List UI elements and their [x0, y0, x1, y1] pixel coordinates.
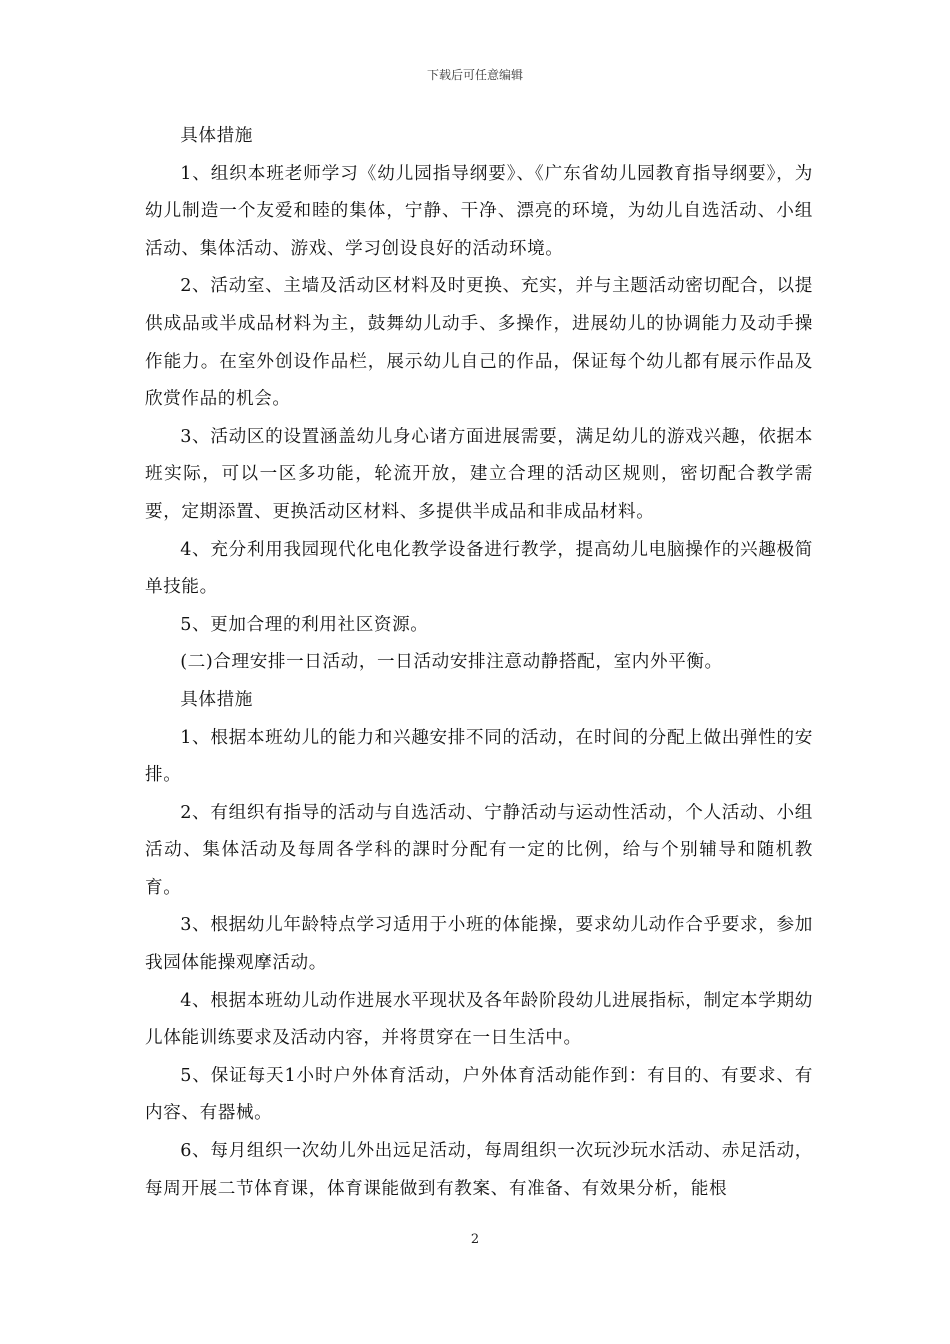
paragraph-item-5: 5、更加合理的利用社区资源。 — [180, 614, 429, 635]
paragraph-s2-item-4: 4、根据本班幼儿动作进展水平现状及各年龄阶段幼儿进展指标，制定本学期幼儿体能训练要求及活动内容，并将贯穿在一日生活中。 — [145, 990, 813, 1049]
paragraph-item-3: 3、活动区的设置涵盖幼儿身心诸方面进展需要，满足幼儿的游戏兴趣，依据本班实际，可以一区多功能，轮流开放，建立合理的活动区规则，密切配合教学需要，定期添置、更换活动区材料、多提供半成品和非成品材料。 — [145, 426, 813, 522]
paragraph-s2-item-5: 5、保证每天1小时户外体育活动，户外体育活动能作到：有目的、有要求、有内容、有器械。 — [145, 1065, 813, 1124]
paragraph-section-2: (二)合理安排一日活动，一日活动安排注意动静搭配，室内外平衡。 — [180, 652, 723, 673]
paragraph-s2-item-1: 1、根据本班幼儿的能力和兴趣安排不同的活动，在时间的分配上做出弹性的安排。 — [145, 727, 813, 786]
paragraph-measures-heading-2: 具体措施 — [180, 689, 253, 710]
paragraph-measures-heading: 具体措施 — [180, 126, 253, 146]
paragraph-item-4: 4、充分利用我园现代化电化教学设备进行教学，提高幼儿电脑操作的兴趣极简单技能。 — [145, 539, 813, 598]
paragraph-s2-item-3: 3、根据幼儿年龄特点学习适用于小班的体能操，要求幼儿动作合乎要求，参加我园体能操观摩活动。 — [145, 915, 813, 974]
paragraph-item-1: 1、组织本班老师学习《幼儿园指导纲要》、《广东省幼儿园教育指导纲要》，为幼儿制造一个友爱和睦的集体，宁静、干净、漂亮的环境，为幼儿自选活动、小组活动、集体活动、游戏、学习创设良好的活动环境。 — [145, 163, 813, 259]
page-header: 下载后可任意编辑 — [426, 68, 523, 82]
paragraph-s2-item-6: 6、每月组织一次幼儿外出远足活动，每周组织一次玩沙玩水活动、赤足活动，每周开展二节体育课，体育课能做到有教案、有准备、有效果分析，能根 — [145, 1141, 813, 1199]
paragraph-item-2: 2、活动室、主墙及活动区材料及时更换、充实，并与主题活动密切配合，以提供成品或半成品材料为主，鼓舞幼儿动手、多操作，进展幼儿的协调能力及动手操作能力。在室外创设作品栏，展示幼儿自己的作品，保证每个幼儿都有展示作品及欣赏作品的机会。 — [145, 276, 813, 410]
body-text — [145, 118, 813, 1208]
paragraph-s2-item-2: 2、有组织有指导的活动与自选活动、宁静活动与运动性活动，个人活动、小组活动、集体活动及每周各学科的課时分配有一定的比例，给与个别辅导和随机教育。 — [145, 802, 813, 898]
page-number: 2 — [470, 1232, 480, 1247]
